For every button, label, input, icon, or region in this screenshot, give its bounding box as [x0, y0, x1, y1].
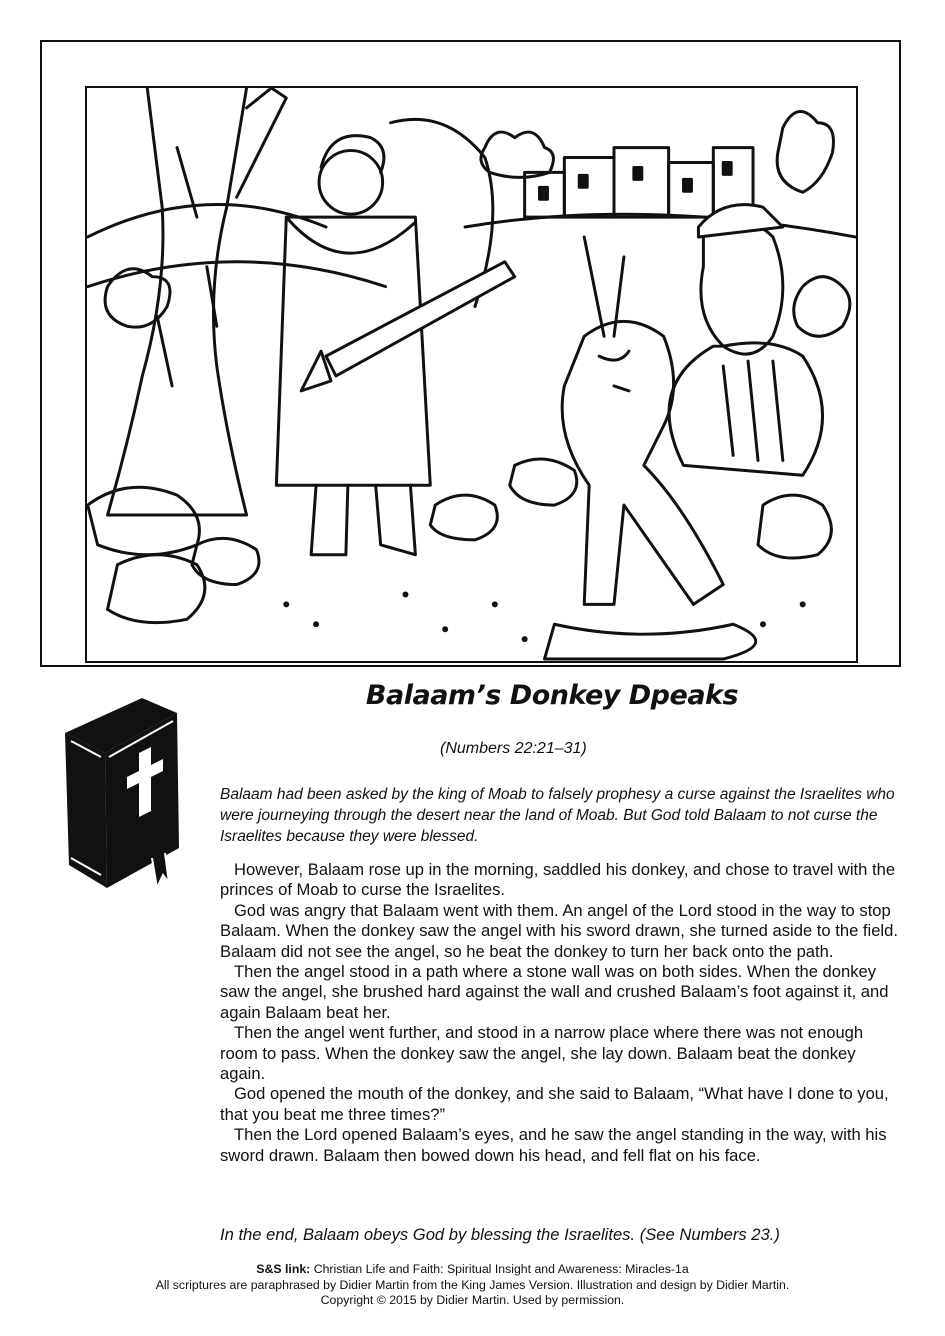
- story-paragraph: Then the Lord opened Balaam’s eyes, and he saw the angel standing in the way, with his sword drawn. Balaam then bowed down his head, and fell flat on his face.: [220, 1125, 887, 1165]
- balaam-on-donkey: [562, 205, 822, 605]
- angel: [276, 119, 514, 554]
- story-paragraph: Then the angel stood in a path where a stone wall was on both sides. When the donkey saw the angel, she brushed hard against the wall and crushed Balaam’s foot against it, and again Balaam beat her.: [220, 962, 889, 1022]
- footer-link-label: S&S link:: [256, 1262, 311, 1276]
- scripture-reference: (Numbers 22:21–31): [440, 740, 587, 757]
- story-paragraph: God opened the mouth of the donkey, and she said to Balaam, “What have I done to you, that you beat me three times?”: [220, 1084, 889, 1124]
- story-body: [220, 860, 905, 1166]
- story-paragraph: However, Balaam rose up in the morning, saddled his donkey, and chose to travel with the princes of Moab to curse the Israelites.: [220, 860, 896, 900]
- bible-icon: [57, 693, 187, 893]
- footer-copyright: Copyright © 2015 by Didier Martin. Used by permission.: [320, 1293, 625, 1308]
- footer-link-line: [20, 1262, 925, 1278]
- footer-credits: All scriptures are paraphrased by Didier Martin from the King James Version. Illustration and design by Didier Martin.: [155, 1277, 790, 1292]
- coloring-illustration: [85, 86, 858, 663]
- closing-note: In the end, Balaam obeys God by blessing the Israelites. (See Numbers 23.): [220, 1225, 780, 1244]
- story-paragraph: Then the angel went further, and stood in a narrow place where there was not enough room to pass. When the donkey saw the angel, she lay down. Balaam beat the donkey again.: [220, 1023, 864, 1084]
- tree: [105, 88, 286, 515]
- hill-line: [88, 262, 386, 287]
- stones: [88, 459, 832, 659]
- page-title: Balaam’s Donkey Dpeaks: [365, 680, 739, 711]
- town-buildings: [525, 148, 753, 218]
- footer-link-text: Christian Life and Faith: Spiritual Insight and Awareness: Miracles-1a: [313, 1262, 689, 1276]
- footer: [20, 1262, 925, 1309]
- bushes: [481, 111, 850, 336]
- story-paragraph: God was angry that Balaam went with them. An angel of the Lord stood in the way to stop Balaam. When the donkey saw the angel with his sword drawn, she turned aside to the field. Balaam did not see the angel, so he beat the donkey to turn her back onto the path.: [220, 900, 898, 961]
- pebbles: [283, 591, 805, 642]
- intro-paragraph: Balaam had been asked by the king of Moab to falsely prophesy a curse against the Israelites who were journeying through the desert near the land of Moab. But God told Balaam to not curse the Israelites because they were blessed.: [220, 786, 895, 845]
